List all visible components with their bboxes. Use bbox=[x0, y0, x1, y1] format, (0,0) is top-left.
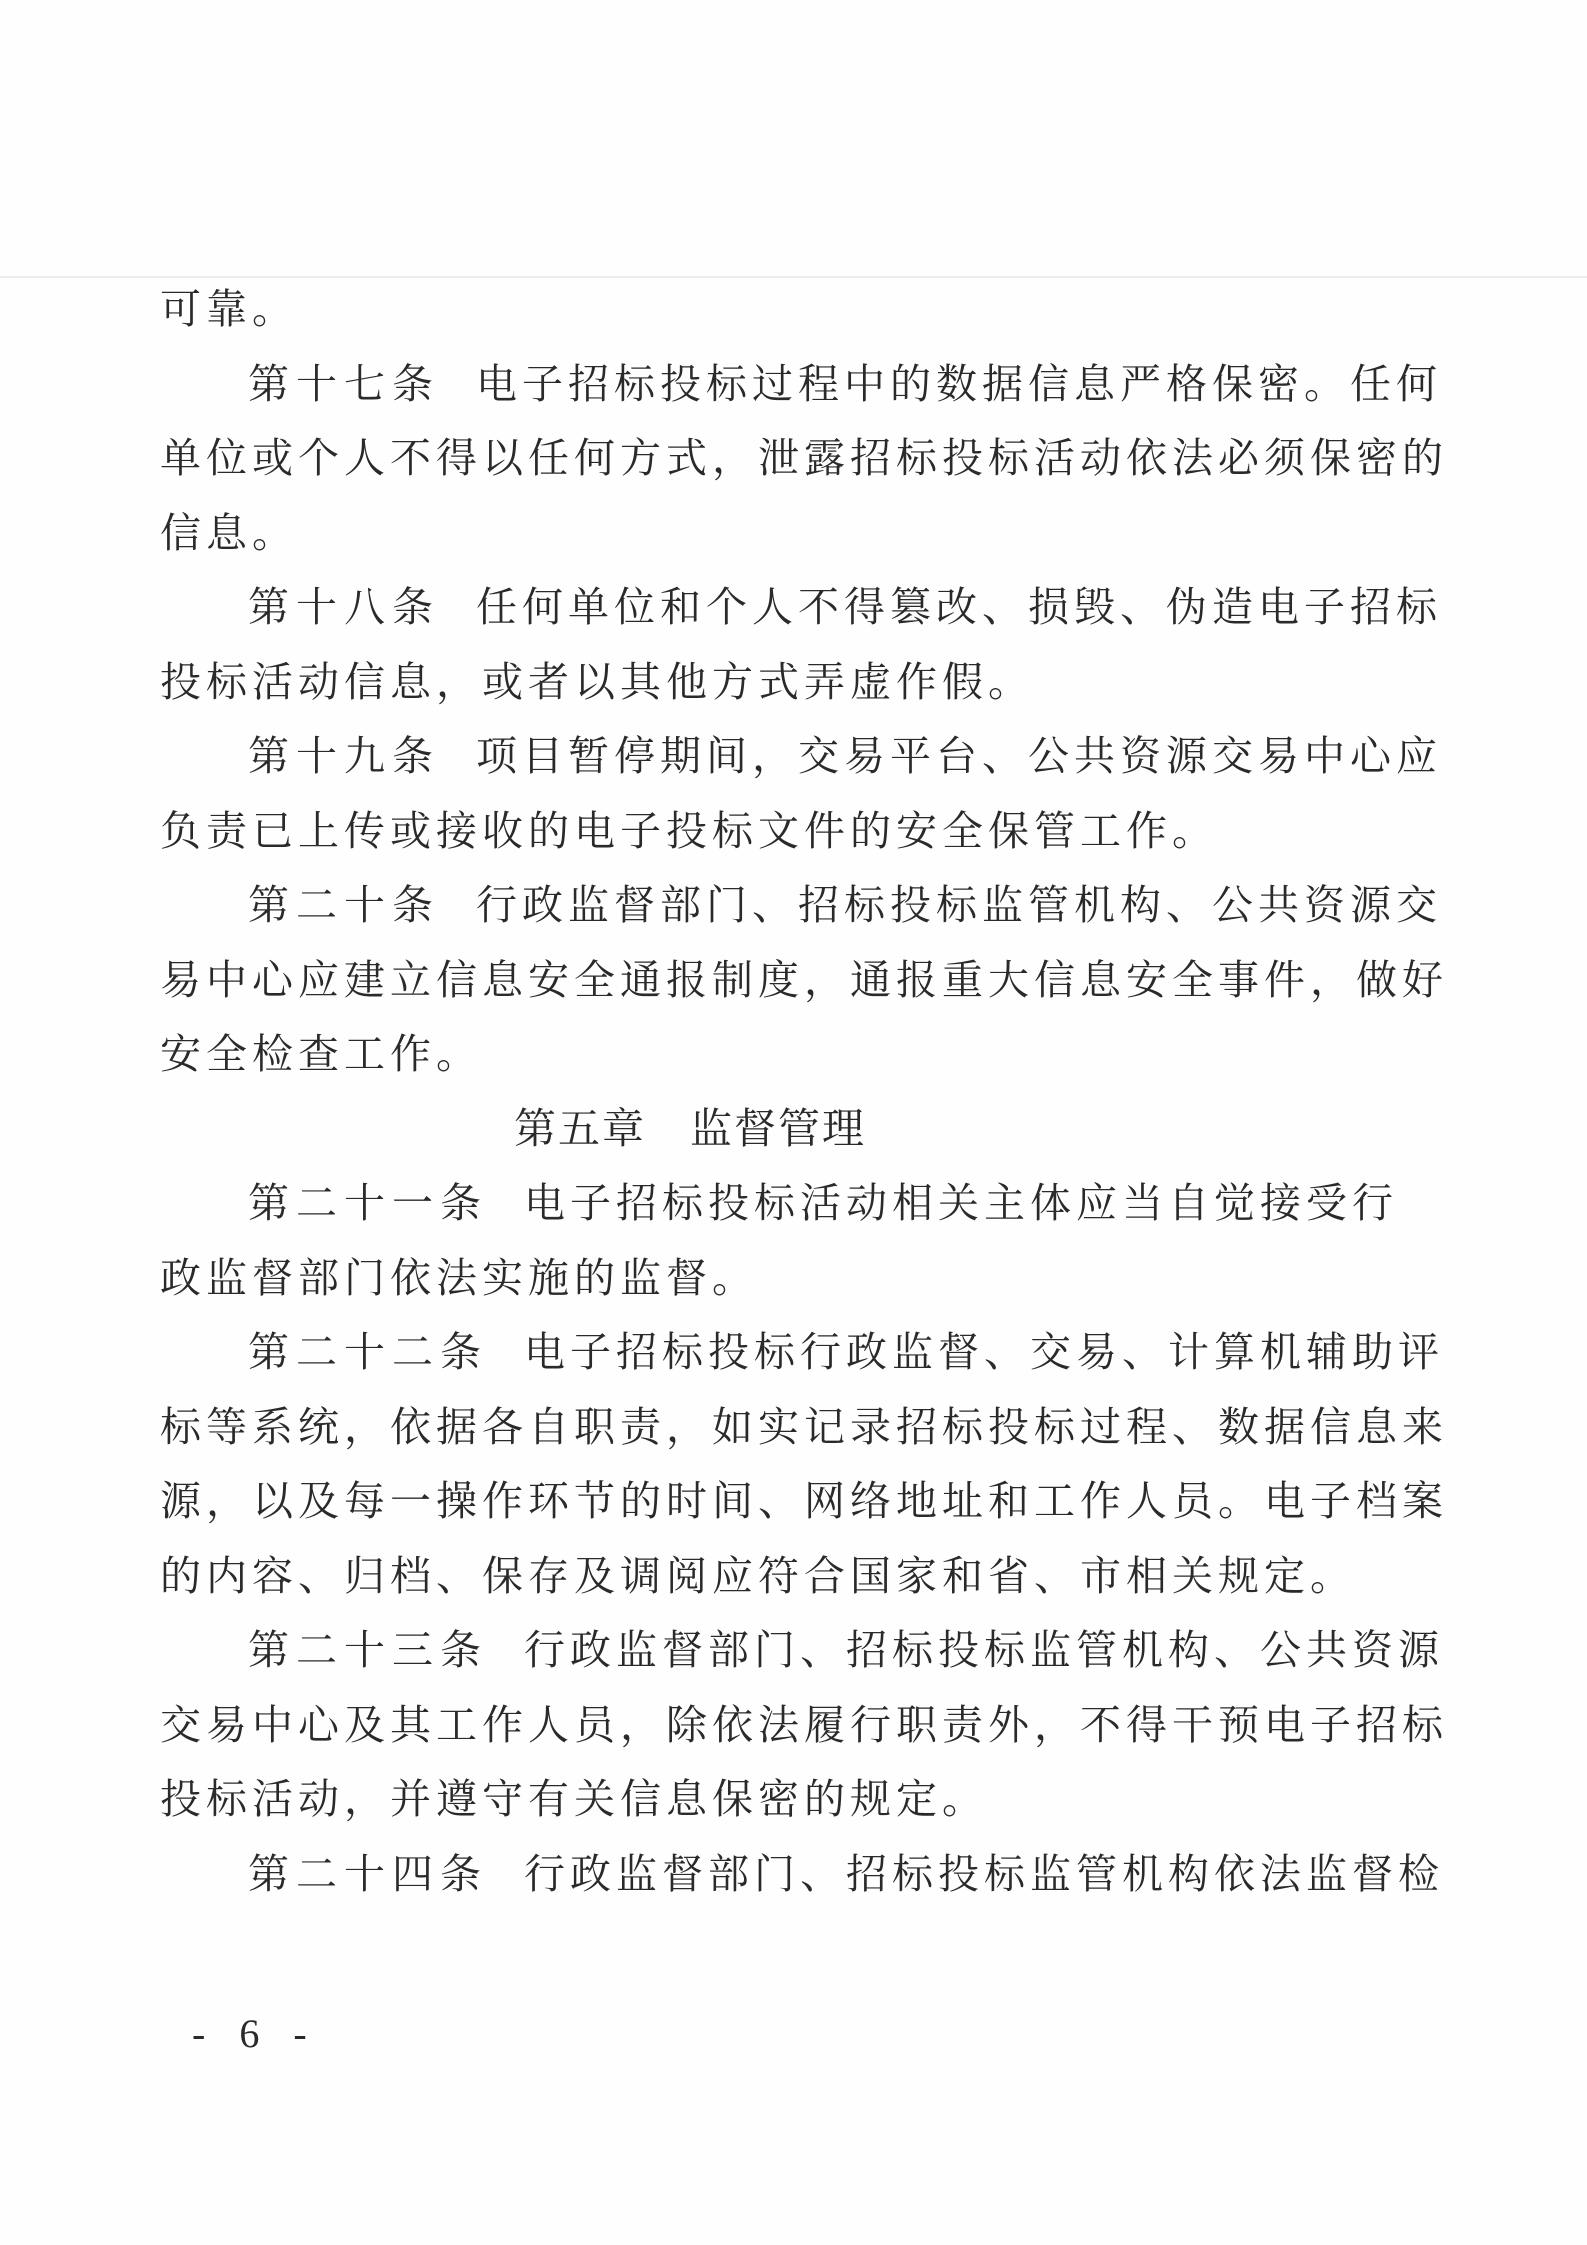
article-text: 项目暂停期间，交易平台、公共资源交易中心应 bbox=[476, 732, 1442, 780]
article-number: 第十八条 bbox=[248, 583, 440, 631]
article-number: 第十七条 bbox=[248, 359, 440, 408]
article-text: 电子招标投标过程中的数据信息严格保密。任何 bbox=[476, 359, 1442, 408]
article-number: 第二十一条 bbox=[248, 1179, 488, 1227]
article-24 bbox=[160, 1837, 1444, 1912]
article-text: 投标活动信息，或者以其他方式弄虚作假。 bbox=[160, 657, 1034, 706]
article-text: 易中心应建立信息安全通报制度，通报重大信息安全事件，做好 bbox=[160, 955, 1448, 1004]
page-number: - 6 - bbox=[192, 2011, 319, 2056]
article-first-line bbox=[160, 1315, 1444, 1390]
article-first-line bbox=[160, 868, 1442, 943]
article-18 bbox=[160, 570, 1442, 719]
article-text: 的内容、归档、保存及调阅应符合国家和省、市相关规定。 bbox=[160, 1551, 1356, 1600]
article-text: 行政监督部门、招标投标监管机构、公共资源 bbox=[524, 1626, 1444, 1674]
article-first-line bbox=[160, 719, 1442, 794]
article-22 bbox=[160, 1315, 1448, 1613]
article-23 bbox=[160, 1613, 1448, 1837]
document-body bbox=[160, 272, 1448, 1911]
article-first-line bbox=[160, 347, 1442, 422]
article-text: 交易中心及其工作人员，除依法履行职责外，不得干预电子招标 bbox=[160, 1700, 1448, 1749]
article-text: 投标活动，并遵守有关信息保密的规定。 bbox=[160, 1775, 988, 1823]
article-text: 任何单位和个人不得篡改、损毁、伪造电子招标 bbox=[476, 583, 1442, 631]
article-number: 第二十三条 bbox=[248, 1626, 488, 1674]
article-text: 负责已上传或接收的电子投标文件的安全保管工作。 bbox=[160, 806, 1218, 855]
article-21 bbox=[160, 1166, 1398, 1315]
article-first-line bbox=[160, 1613, 1444, 1688]
article-20 bbox=[160, 868, 1448, 1092]
article-text: 标等系统，依据各自职责，如实记录招标投标过程、数据信息来 bbox=[160, 1402, 1448, 1451]
article-text: 电子招标投标活动相关主体应当自觉接受行 bbox=[524, 1179, 1398, 1227]
article-text: 行政监督部门、招标投标监管机构、公共资源交 bbox=[476, 881, 1442, 929]
article-first-line bbox=[160, 1166, 1398, 1241]
article-number: 第二十四条 bbox=[248, 1849, 488, 1898]
article-text: 源，以及每一操作环节的时间、网络地址和工作人员。电子档案 bbox=[160, 1477, 1448, 1525]
article-17 bbox=[160, 347, 1448, 571]
article-text: 安全检查工作。 bbox=[160, 1030, 482, 1078]
article-text: 政监督部门依法实施的监督。 bbox=[160, 1253, 758, 1302]
article-text: 电子招标投标行政监督、交易、计算机辅助评 bbox=[524, 1328, 1444, 1376]
continued-text: 可靠。 bbox=[160, 285, 298, 333]
article-first-line bbox=[160, 1837, 1444, 1912]
article-first-line bbox=[160, 570, 1442, 645]
chapter-heading: 第五章 监督管理 bbox=[513, 1103, 866, 1153]
article-19 bbox=[160, 719, 1442, 868]
article-text: 信息。 bbox=[160, 508, 298, 557]
article-number: 第二十条 bbox=[248, 881, 440, 929]
article-number: 第十九条 bbox=[248, 732, 440, 780]
article-text: 单位或个人不得以任何方式，泄露招标投标活动依法必须保密的 bbox=[160, 434, 1448, 482]
article-text: 行政监督部门、招标投标监管机构依法监督检 bbox=[524, 1849, 1444, 1898]
article-number: 第二十二条 bbox=[248, 1328, 488, 1376]
